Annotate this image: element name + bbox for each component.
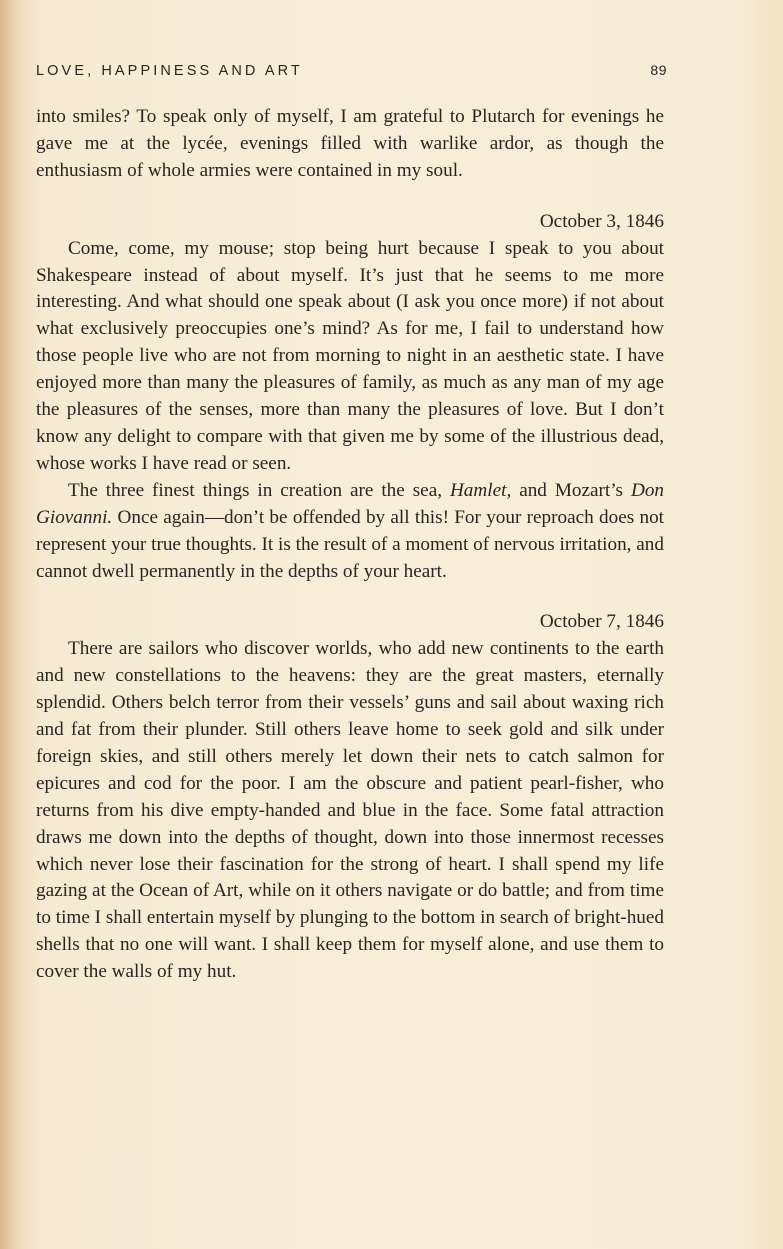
page-number: 89 bbox=[650, 62, 667, 78]
paragraph-continuation: into smiles? To speak only of myself, I am grateful to Plutarch for evenings he gave me at the lycée, evenings filled with warlike ardor, as though the enthusiasm of whole armies were contained in my soul. bbox=[36, 106, 664, 181]
p3-part-a: The three finest things in creation are the sea, bbox=[68, 479, 443, 501]
title-hamlet: Hamlet, bbox=[449, 479, 512, 501]
letter-date-1: October 3, 1846 bbox=[539, 210, 664, 232]
p3-part-c: Once again—don’t be offended by all this! For your reproach does not represent your true thoughts. It is the result of a moment of nervous irritation, and cannot dwell permanently in the depths of your heart. bbox=[36, 506, 664, 582]
p3-part-b: and Mozart’s bbox=[519, 479, 624, 501]
body-text bbox=[36, 104, 664, 986]
title-don-giovanni: Don Giovanni. bbox=[36, 479, 665, 528]
paragraph-finest-things bbox=[36, 478, 664, 586]
running-header bbox=[36, 62, 667, 79]
paragraph-shakespeare: Come, come, my mouse; stop being hurt because I speak to you about Shakespeare instead of about myself. It’s just that he seems to me more interesting. And what should one speak about (I ask you once more) if not about what exclusively preoccupies one’s mind? As for me, I fail to understand how those people live who are not from morning to night in an aesthetic state. I have enjoyed more than many the pleasures of family, as much as any man of my age the pleasures of the senses, more than many the pleasures of love. But I don’t know any delight to compare with that given me by some of the illustrious dead, whose works I have read or seen. bbox=[36, 237, 664, 474]
running-title: LOVE, HAPPINESS AND ART bbox=[36, 63, 303, 79]
letter-date-2: October 7, 1846 bbox=[539, 611, 664, 633]
paragraph-sailors: There are sailors who discover worlds, who add new continents to the earth and new constellations to the heavens: they are the great masters, eternally splendid. Others belch terror from their vessels’ guns and sail about waxing rich and fat from their plunder. Still others leave home to seek gold and silk under foreign skies, and still others merely let down their nets to catch salmon for epicures and cod for the poor. I am the obscure and patient pearl-fisher, who returns from his dive empty-handed and blue in the face. Some fatal attraction draws me down into the depths of thought, down into those innermost recesses which never lose their fascination for the strong of heart. I shall spend my life gazing at the Ocean of Art, while on it others navigate or do battle; and from time to time I shall entertain myself by plunging to the bottom in search of bright-hued shells that no one will want. I shall keep them for myself alone, and use them to cover the walls of my hut. bbox=[36, 638, 664, 983]
